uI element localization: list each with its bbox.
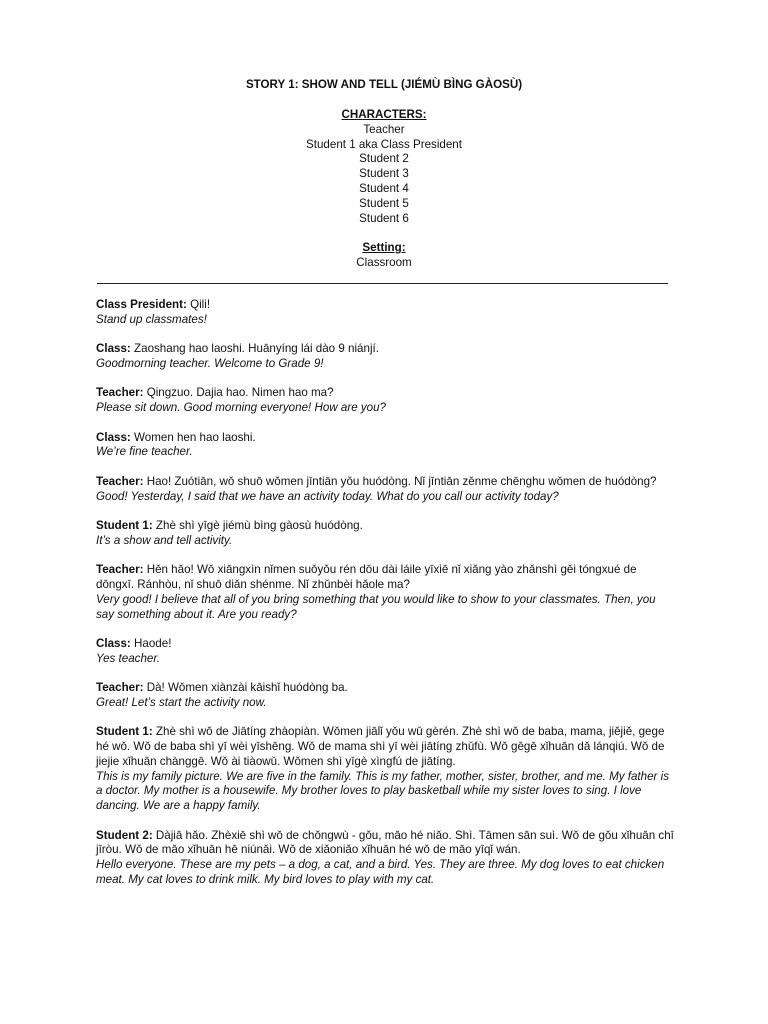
speaker-name: Teacher: (96, 386, 144, 400)
translation-text: Goodmorning teacher. Welcome to Grade 9! (96, 356, 324, 370)
speaker-name: Teacher: (96, 474, 144, 488)
pinyin-text: Dà! Wǒmen xiànzài kāishǐ huódòng ba. (143, 681, 348, 695)
pinyin-text: Women hen hao laoshi. (130, 430, 256, 444)
character-item: Student 4 (359, 181, 409, 195)
characters-section (0, 108, 768, 226)
pinyin-text: Hěn hǎo! Wǒ xiāngxìn nǐmen suǒyǒu rén dōu dài láile yīxiē nǐ xiǎng yào zhǎnshì gěi tóngxué de dōngxī. Ránhòu, nǐ shuō diǎn shénme. Nǐ zhǔnbèi hǎole ma? (96, 563, 637, 591)
pinyin-text: Qingzuo. Dajia hao. Nimen hao ma? (143, 386, 334, 400)
dialogue-entry (96, 829, 674, 888)
speaker-name: Student 2: (96, 828, 153, 842)
character-item: Student 2 (359, 152, 409, 166)
pinyin-text: Hao! Zuótiān, wǒ shuō wǒmen jīntiān yǒu huódòng. Nǐ jīntiān zěnme chēnghu wǒmen de huódòng? (143, 474, 657, 488)
speaker-name: Class: (96, 342, 131, 356)
setting-value: Classroom (356, 255, 412, 269)
translation-text: We’re fine teacher. (96, 445, 193, 459)
setting-section (0, 241, 768, 271)
dialogue-line (96, 519, 674, 534)
dialogue-line (96, 829, 674, 859)
dialogue-entry (96, 342, 674, 372)
pinyin-text: Zhè shì yīgè jiémù bìng gàosù huódòng. (152, 518, 363, 532)
character-item: Student 5 (359, 196, 409, 210)
dialogue-entry (96, 637, 674, 667)
dialogue-entry (96, 519, 674, 549)
speaker-name: Student 1: (96, 725, 153, 739)
setting-heading: Setting: (362, 241, 406, 254)
divider-line (97, 283, 668, 284)
dialogue-line (96, 475, 674, 490)
dialogue-line (96, 725, 674, 769)
character-item: Student 6 (359, 211, 409, 225)
dialogue-entry (96, 298, 674, 328)
translation-text: Hello everyone. These are my pets – a dog, a cat, and a bird. Yes. They are three. My dog loves to eat chicken meat. My cat loves to drink milk. My bird loves to play with my cat. (96, 858, 665, 887)
dialogue-entry (96, 725, 674, 814)
speaker-name: Class: (96, 430, 131, 444)
character-item: Student 1 aka Class President (306, 137, 462, 151)
pinyin-text: Haode! (130, 636, 172, 650)
translation-text: Good! Yesterday, I said that we have an activity today. What do you call our activity today? (96, 489, 559, 503)
translation-text: Very good! I believe that all of you bring something that you would like to show to your classmates. Then, you say something about it. Are you ready? (96, 592, 656, 621)
translation-text: This is my family picture. We are five in the family. This is my father, mother, sister, brother, and me. My father is a doctor. My mother is a housewife. My brother loves to play basketball while my sister loves to sing. I love dancing. We are a happy family. (96, 769, 670, 813)
speaker-name: Teacher: (96, 563, 144, 577)
translation-text: Stand up classmates! (96, 312, 207, 326)
dialogue-entry (96, 563, 674, 622)
dialogue-line (96, 637, 674, 652)
pinyin-text: Qili! (186, 298, 211, 311)
dialogue-entry (96, 386, 674, 416)
pinyin-text: Zaoshang hao laoshi. Huānyíng lái dào 9 niánjí. (130, 342, 379, 356)
dialogue-line (96, 563, 674, 593)
dialogue-entry (96, 431, 674, 461)
pinyin-text: Zhè shì wǒ de Jiātíng zhàopiàn. Wǒmen jiālǐ yǒu wǔ gèrén. Zhè shì wǒ de baba, mama, jiějiě, gege hé wǒ. Wǒ de baba shì yī wèi yīshēng. Wǒ de mama shì yī wèi jiātíng zhǔfù. Wǒ gēgē xǐhuān dǎ lánqiú. Wǒ de jiejie xǐhuān chànggē. Wǒ ài tiàowǔ. Wǒmen shì yīgè xìngfú de jiātíng. (96, 725, 665, 768)
translation-text: Please sit down. Good morning everyone! How are you? (96, 401, 387, 415)
pinyin-text: Dàjiā hǎo. Zhèxiē shì wǒ de chǒngwù - gǒu, māo hé niǎo. Shì. Tāmen sān suì. Wǒ de gǒu xǐhuān chī jīròu. Wǒ de māo xǐhuān hē niúnǎi. Wǒ de xiǎoniǎo xǐhuān hé wǒ de māo yīqǐ wán. (96, 828, 674, 857)
dialogue-entry (96, 681, 674, 711)
speaker-name: Class President: (96, 298, 187, 311)
dialogue-line (96, 431, 674, 446)
characters-heading: CHARACTERS: (341, 108, 427, 121)
dialogue-section (96, 298, 674, 902)
dialogue-line (96, 298, 674, 313)
translation-text: Great! Let’s start the activity now. (96, 695, 267, 709)
story-title: STORY 1: SHOW AND TELL (JIÉMÙ BÌNG GÀOSÙ) (245, 78, 523, 91)
speaker-name: Teacher: (96, 681, 144, 695)
translation-text: It’s a show and tell activity. (96, 533, 233, 547)
dialogue-line (96, 386, 674, 401)
speaker-name: Student 1: (96, 518, 153, 532)
dialogue-entry (96, 475, 674, 505)
dialogue-line (96, 681, 674, 696)
speaker-name: Class: (96, 636, 131, 650)
character-item: Teacher (363, 122, 405, 136)
translation-text: Yes teacher. (96, 651, 161, 665)
character-item: Student 3 (359, 167, 409, 181)
dialogue-line (96, 342, 674, 357)
